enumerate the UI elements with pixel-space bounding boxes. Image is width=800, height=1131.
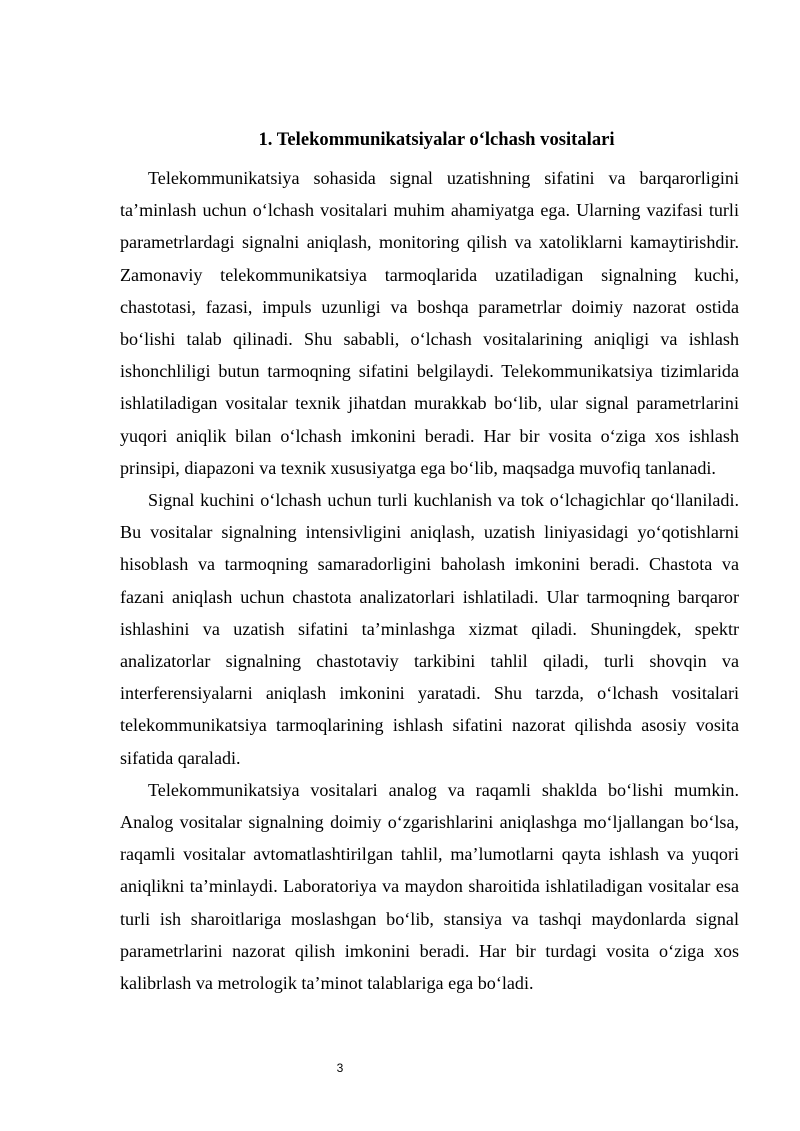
section-title: 1. Telekommunikatsiyalar o‘lchash vositalari	[258, 129, 615, 150]
page-content	[120, 124, 739, 999]
paragraph-1: Telekommunikatsiya sohasida signal uzatishning sifatini va barqarorligini ta’minlash uchun o‘lchash vositalari muhim ahamiyatga ega. Ularning vazifasi turli parametrlardagi signalni aniqlash, monitoring qilish va xatoliklarni kamaytirishdir. Zamonaviy telekommunikatsiya tarmoqlarida uzatiladigan signalning kuchi, chastotasi, fazasi, impuls uzunligi va boshqa parametrlar doimiy nazorat ostida bo‘lishi talab qilinadi. Shu sababli, o‘lchash vositalarining aniqligi va ishlash ishonchliligi butun tarmoqning sifatini belgilaydi. Telekommunikatsiya tizimlarida ishlatiladigan vositalar texnik jihatdan murakkab bo‘lib, ular signal parametrlarini yuqori aniqlik bilan o‘lchash imkonini beradi. Har bir vosita o‘ziga xos ishlash prinsipi, diapazoni va texnik xususiyatga ega bo‘lib, maqsadga muvofiq tanlanadi.	[120, 168, 739, 478]
page-number: 3	[336, 1061, 344, 1075]
paragraph-2: Signal kuchini o‘lchash uchun turli kuchlanish va tok o‘lchagichlar qo‘llaniladi. Bu vositalar signalning intensivligini aniqlash, uzatish liniyasidagi yo‘qotishlarni hisoblash va tarmoqning samaradorligini baholash imkonini beradi. Chastota va fazani aniqlash uchun chastota analizatorlari ishlatiladi. Ular tarmoqning barqaror ishlashini va uzatish sifatini ta’minlashga xizmat qiladi. Shuningdek, spektr analizatorlar signalning chastotaviy tarkibini tahlil qiladi, turli shovqin va interferensiyalarni aniqlash imkonini yaratadi. Shu tarzda, o‘lchash vositalari telekommunikatsiya tarmoqlarining ishlash sifatini nazorat qilishda asosiy vosita sifatida qaraladi.	[120, 490, 739, 768]
paragraph-3: Telekommunikatsiya vositalari analog va raqamli shaklda bo‘lishi mumkin. Analog vositalar signalning doimiy o‘zgarishlarini aniqlashga mo‘ljallangan bo‘lsa, raqamli vositalar avtomatlashtirilgan tahlil, ma’lumotlarni qayta ishlash va yuqori aniqlikni ta’minlaydi. Laboratoriya va maydon sharoitida ishlatiladigan vositalar esa turli ish sharoitlariga moslashgan bo‘lib, stansiya va tashqi maydonlarda signal parametrlarini nazorat qilish imkonini beradi. Har bir turdagi vosita o‘ziga xos kalibrlash va metrologik ta’minot talablariga ega bo‘ladi.	[120, 779, 739, 994]
